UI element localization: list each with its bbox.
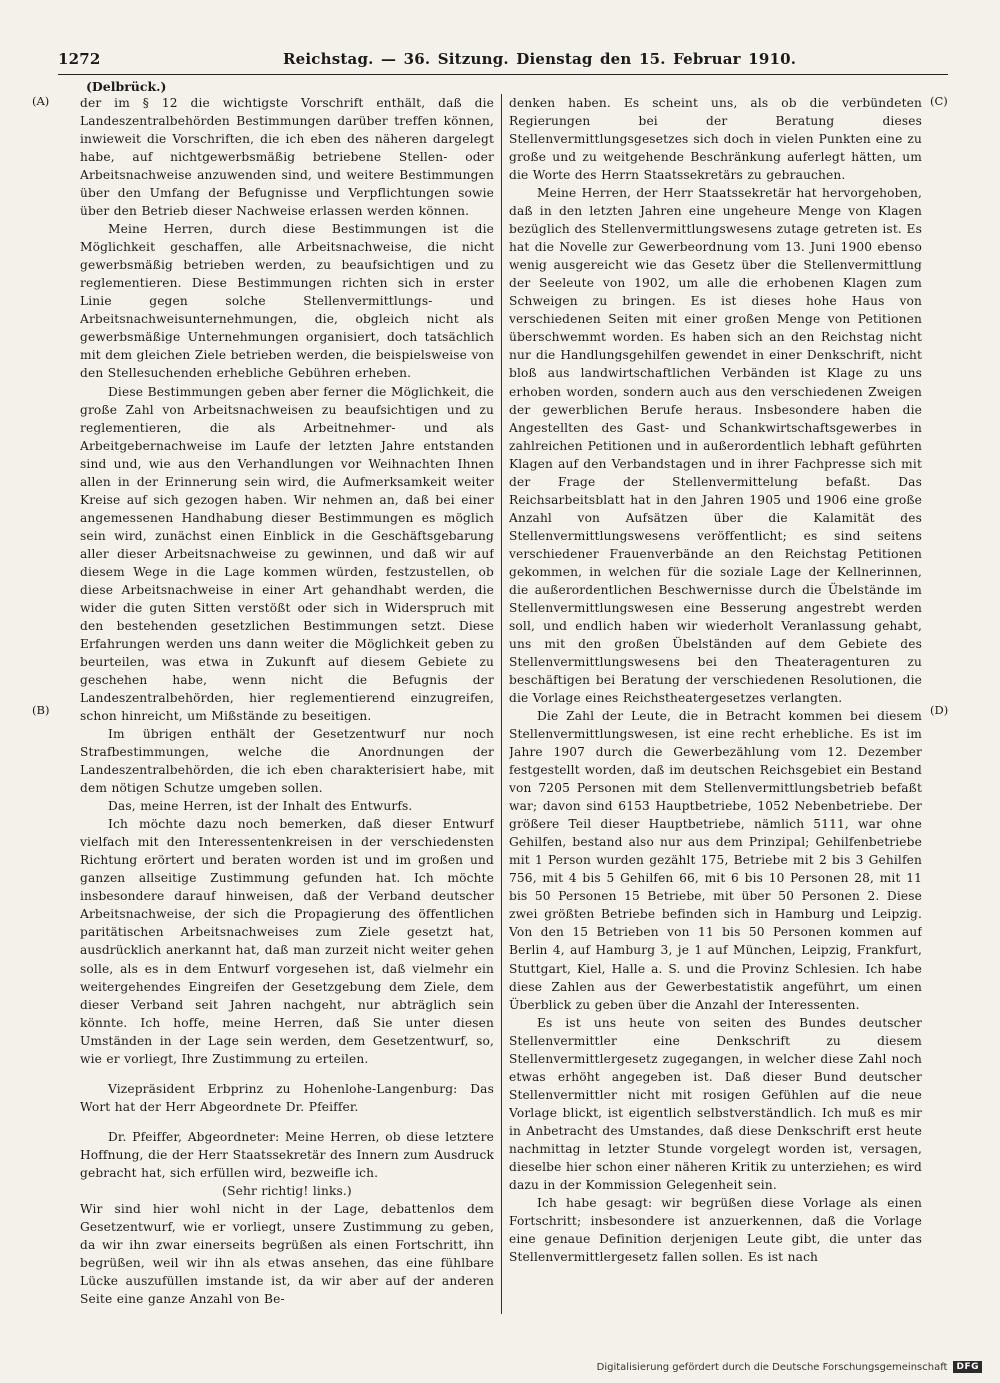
continued-speaker: (Delbrück.) xyxy=(86,79,167,94)
interjection: (Sehr richtig! links.) xyxy=(222,1183,352,1198)
paragraph: denken haben. Es scheint uns, als ob die verbündeten Regierungen bei der Beratung dieses Stellenvermittlungsgesetzes sich doch in vielen Punkten eine zu große und zu weitgehende Beschränkung auferlegt hätten, um die Worte des Herrn Staatssekretärs zu gebrauchen. xyxy=(509,96,922,183)
president-announcement: Vizepräsident Erbprinz zu Hohenlohe-Langenburg: Das Wort hat der Herr Abgeordnete Dr. Pfeiffer. xyxy=(80,1081,494,1114)
margin-mark-a: (A) xyxy=(32,94,50,108)
paragraph: Diese Bestimmungen geben aber ferner die Möglichkeit, die große Zahl von Arbeitsnachweisen zu beaufsichtigen und zu reglementieren, die als Arbeitnehmer- und als Arbeitgebernachweise im Laufe der letzten Jahre entstanden sind und, wie aus den Verhandlungen vor Weihnachten Ihnen allen in der Erinnerung sein wird, die Aufmerksamkeit weiter Kreise auf sich gezogen haben. Wir nehmen an, daß bei einer angemessenen Handhabung dieser Bestimmungen es möglich sein wird, zunächst einen Einblick in die Geschäftsgebarung aller dieser Arbeitsnachweise zu gewinnen, und daß wir auf diesem Wege in die Lage kommen würden, festzustellen, ob diese Arbeitsnachweise in einer Art gehandhabt werden, die wider die guten Sitten verstößt oder sich in Widerspruch mit den bestehenden gesetzlichen Bestimmungen setzt. Diese Erfahrungen werden uns dann weiter die Möglichkeit geben zu beurteilen, was etwa in Zukunft auf diesem Gebiete zu geschehen habe, wenn nicht die Befugnis der Landeszentralbehörden, hier reglementierend einzugreifen, schon hinreicht, um Mißstände zu beseitigen. xyxy=(80,384,494,724)
running-title: Reichstag. — 36. Sitzung. Dienstag den 15. Februar 1910. xyxy=(283,50,797,68)
paragraph: Wir sind hier wohl nicht in der Lage, debattenlos dem Gesetzentwurf, wie er vorliegt, unsere Zustimmung zu geben, da wir ihn zwar einerseits begrüßen als einen Fortschritt, ihn begrüßen, weil wir ihn als etwas ansehen, das eine fühlbare Lücke auszufüllen imstande ist, da wir aber auf der anderen Seite eine ganze Anzahl von Be- xyxy=(80,1201,494,1307)
left-column xyxy=(80,94,494,1314)
digitization-footer xyxy=(597,1361,982,1373)
column-divider xyxy=(501,94,502,1314)
paragraph: Ich möchte dazu noch bemerken, daß dieser Entwurf vielfach mit den Interessentenkreisen in der verschiedensten Richtung erörtert und beraten worden ist und im großen und ganzen allseitige Zustimmung gefunden hat. Ich möchte insbesondere darauf hinweisen, daß der Verband deutscher Arbeitsnachweise, der sich die Propagierung des öffentlichen paritätischen Arbeitsnachweises zum Ziele gesetzt hat, ausdrücklich anerkannt hat, daß man zurzeit nicht weiter gehen solle, als es in dem Entwurf vorgesehen ist, daß vielmehr ein weitergehendes Eingreifen der Gesetzgebung dem Ziele, dem dieser Verband seit Jahren nachgeht, nur abträglich sein könnte. Ich hoffe, meine Herren, daß Sie unter diesen Umständen in der Lage sein werden, dem Gesetzentwurf, so, wie er vorliegt, Ihre Zustimmung zu erteilen. xyxy=(80,817,494,1066)
right-column xyxy=(509,94,922,1314)
paragraph: Meine Herren, der Herr Staatssekretär hat hervorgehoben, daß in den letzten Jahren eine ungeheure Menge von Klagen bezüglich des Stellenvermittlungswesens zutage getreten ist. Es hat die Novelle zur Gewerbeordnung vom 13. Juni 1900 ebenso wenig ausgereicht wie das Gesetz über die Stellenvermittlung der Seeleute von 1902, um alle die erhobenen Klagen zum Schweigen zu bringen. Es ist dieses hohe Haus von verschiedenen Seiten mit einer großen Menge von Petitionen überschwemmt worden. Es haben sich an den Reichstag nicht nur die Handlungsgehilfen gewendet in einer Denkschrift, nicht bloß aus landwirtschaftlichen Verbänden ist Klage zu uns erhoben worden, sondern auch aus den verschiedenen Zweigen der gewerblichen Berufe heraus. Insbesondere haben die Angestellten des Gast- und Schankwirtschaftsgewerbes in zahlreichen Petitionen und in außerordentlich lebhaft geführten Klagen auf den Verbandstagen und in ihrer Fachpresse sich mit der Frage der Stellenvermittelung befaßt. Das Reichsarbeitsblatt hat in den Jahren 1905 und 1906 eine große Anzahl von Aufsätzen über die Kalamität des Stellenvermittlungswesens veröffentlicht; es sind seitens verschiedener Frauenverbände an den Reichstag Petitionen gekommen, in welchen für die soziale Lage der Kellnerinnen, die außerordentlichen Beschwernisse durch die Übelstände im Stellenvermittlungswesen eine Besserung angestrebt werden soll, und endlich haben wir wiederholt Veranlassung gehabt, uns mit den großen Übelständen auf dem Gebiete des Stellenvermittlungswesens bei den Theateragenturen zu beschäftigen bei Beratung der verschiedenen Resolutionen, die die Vorlage eines Reichstheatergesetzes verlangten. xyxy=(509,186,922,706)
footer-text: Digitalisierung gefördert durch die Deutsche Forschungsgemeinschaft xyxy=(596,1361,948,1373)
paragraph: Das, meine Herren, ist der Inhalt des Entwurfs. xyxy=(108,799,413,814)
running-header xyxy=(58,48,948,75)
pfeiffer-intro: Dr. Pfeiffer, Abgeordneter: Meine Herren, ob diese letztere Hoffnung, die der Herr Staatssekretär des Innern zum Ausdruck gebracht hat, sich erfüllen wird, bezweifle ich. xyxy=(80,1129,494,1180)
margin-mark-c: (C) xyxy=(930,94,948,108)
page-number: 1272 xyxy=(58,50,101,68)
margin-mark-b: (B) xyxy=(32,703,50,717)
paragraph: Die Zahl der Leute, die in Betracht kommen bei diesem Stellenvermittlungswesen, ist eine recht erhebliche. Es ist im Jahre 1907 durch die Gewerbezählung vom 12. Dezember festgestellt worden, daß im deutschen Reichsgebiet ein Bestand von 7205 Personen mit dem Stellenvermittlungsbetrieb befaßt war; davon sind 6153 Hauptbetriebe, 1052 Nebenbetriebe. Der größere Teil dieser Hauptbetriebe, nämlich 5111, war ohne Gehilfen, bestand also nur aus dem Prinzipal; Gehilfenbetriebe mit 1 Person wurden gezählt 175, Betriebe mit 2 bis 3 Gehilfen 756, mit 4 bis 5 Gehilfen 66, mit 6 bis 10 Personen 28, mit 11 bis 50 Personen 15 Betriebe, mit über 50 Personen 2. Diese zwei größten Betriebe befinden sich in Hamburg und Leipzig. Von den 15 Betrieben von 11 bis 50 Personen kommen auf Berlin 4, auf Hamburg 3, je 1 auf München, Leipzig, Frankfurt, Stuttgart, Kiel, Halle a. S. und die Provinz Schlesien. Ich habe diese Zahlen aus der Gewerbestatistik angeführt, um einen Überblick zu geben über die Anzahl der Interessenten. xyxy=(509,709,922,1012)
paragraph: Im übrigen enthält der Gesetzentwurf nur noch Strafbestimmungen, welche die Anordnungen der Landeszentralbehörden, die ich eben charakterisiert habe, mit dem nötigen Schutze umgeben sollen. xyxy=(80,727,494,796)
paragraph: Ich habe gesagt: wir begrüßen diese Vorlage als einen Fortschritt; insbesondere ist anzuerkennen, daß die Vorlage eine genaue Definition derjenigen Leute gibt, die unter das Stellenvermittlergesetz fallen sollen. Es ist nach xyxy=(509,1195,922,1264)
paragraph: der im § 12 die wichtigste Vorschrift enthält, daß die Landeszentralbehörden Bestimmungen darüber treffen können, inwieweit die Vorschriften, die ich eben des näheren dargelegt habe, auf nichtgewerbsmäßig betriebene Stellen- oder Arbeitsnachweise anzuwenden sind, und weitere Bestimmungen über den Umfang der Befugnisse und Verpflichtungen sowie über den Betrieb dieser Nachweise erlassen werden können. xyxy=(80,96,494,219)
dfg-logo-icon: DFG xyxy=(953,1361,982,1373)
paragraph: Es ist uns heute von seiten des Bundes deutscher Stellenvermittler eine Denkschrift zu diesem Stellenvermittlergesetz zugegangen, in welcher diese Zahl noch etwas erhöht angegeben ist. Daß dieser Bund deutscher Stellenvermittler nicht mit rosigen Gefühlen auf die neue Vorlage blickt, ist eigentlich selbstverständlich. Ich muß es mir in Anbetracht des Umstandes, daß diese Denkschrift erst heute nachmittag in letzter Stunde vorgelegt worden ist, versagen, dieselbe hier schon einer näheren Kritik zu unterziehen; es wird dazu in der Kommission Gelegenheit sein. xyxy=(509,1015,922,1192)
margin-mark-d: (D) xyxy=(930,703,949,717)
paragraph: Meine Herren, durch diese Bestimmungen ist die Möglichkeit geschaffen, alle Arbeitsnachweise, die nicht gewerbsmäßig betrieben werden, zu beaufsichtigen und zu reglementieren. Diese Bestimmungen richten sich in erster Linie gegen solche Stellenvermittlungs- und Arbeitsnachweisunternehmungen, die, obgleich nicht als gewerbsmäßige Unternehmungen organisiert, doch tatsächlich mit dem gleichen Ziele betrieben werden, die beispielsweise von den Stellesuchenden erhebliche Gebühren erheben. xyxy=(80,222,494,381)
